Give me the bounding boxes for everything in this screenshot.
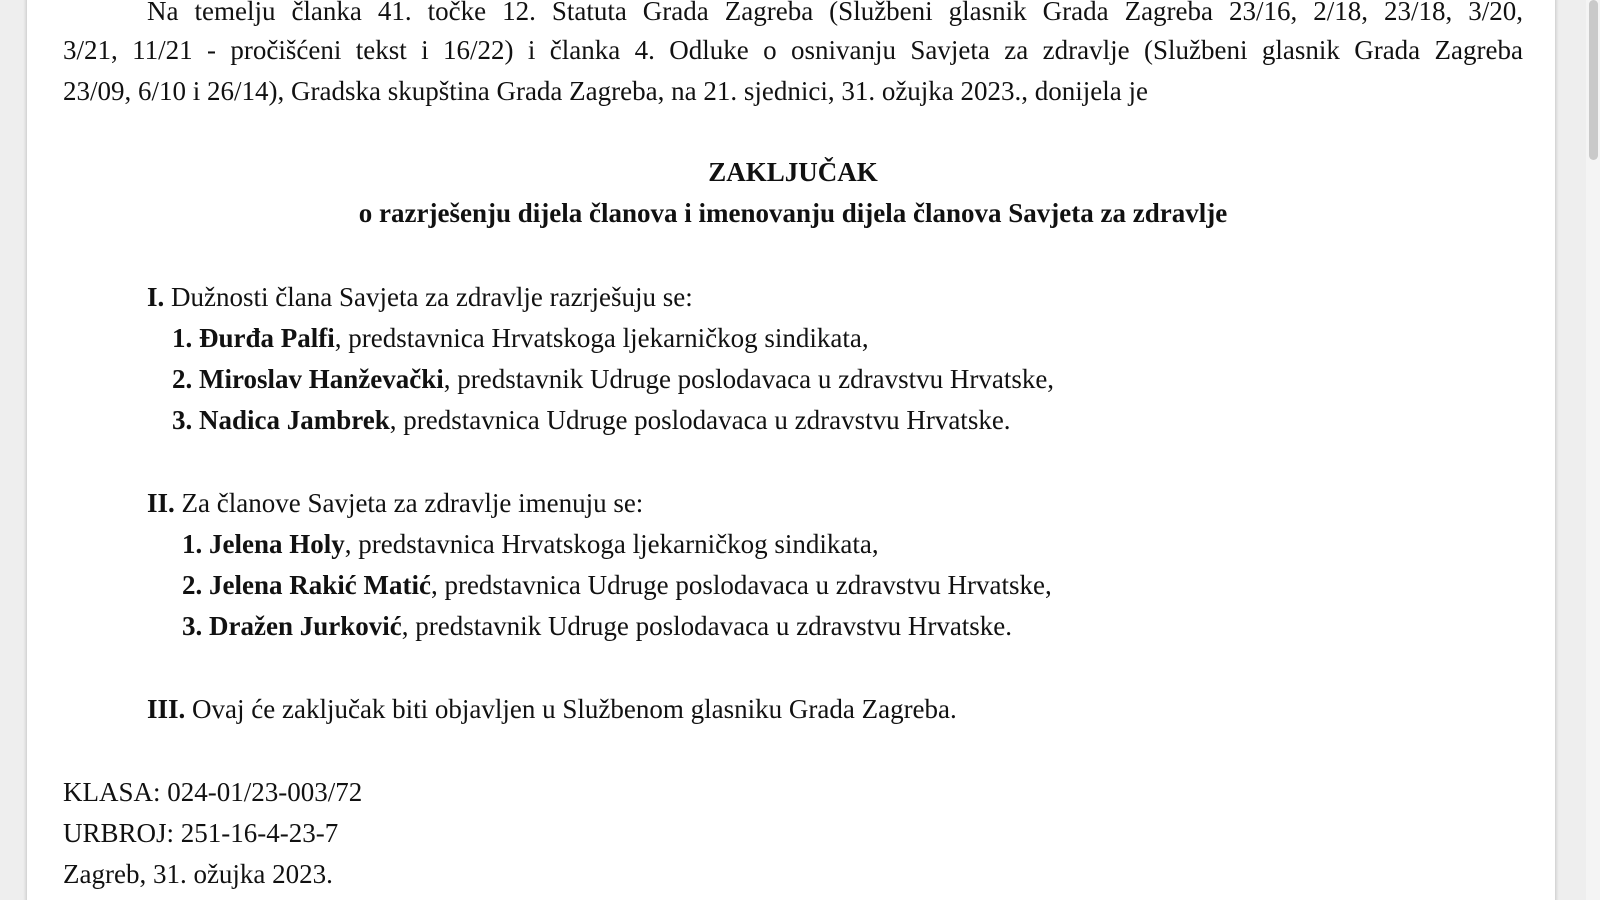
person-name: Đurđa Palfi	[199, 323, 335, 353]
item-number: 1.	[182, 529, 203, 559]
item-number: 3.	[182, 611, 203, 641]
section-3	[147, 693, 957, 725]
urbroj-line: URBROJ: 251-16-4-23-7	[63, 818, 339, 848]
person-description: , predstavnica Udruge poslodavaca u zdravstvu Hrvatske,	[430, 570, 1052, 600]
section-1-item	[172, 404, 1011, 436]
section-2-heading-text: Za članove Savjeta za zdravlje imenuju se:	[174, 488, 644, 518]
document-subtitle: o razrješenju dijela članova i imenovanju dijela članova Savjeta za zdravlje	[358, 198, 1228, 228]
person-name: Jelena Rakić Matić	[209, 570, 431, 600]
klasa-line: KLASA: 024-01/23-003/72	[63, 777, 363, 807]
person-description: , predstavnica Hrvatskoga ljekarničkog sindikata,	[334, 323, 869, 353]
section-2-item	[182, 528, 879, 560]
preamble-line-1: Na temelju članka 41. točke 12. Statuta Grada Zagreba (Službeni glasnik Grada Zagreba 23/16, 2/18, 23/18, 3/20,	[147, 0, 1523, 26]
section-2-item	[182, 569, 1052, 601]
section-1-heading	[147, 281, 693, 313]
person-description: , predstavnica Udruge poslodavaca u zdravstvu Hrvatske.	[389, 405, 1011, 435]
person-name: Dražen Jurković	[209, 611, 402, 641]
section-1-item	[172, 363, 1054, 395]
person-name: Nadica Jambrek	[199, 405, 390, 435]
section-1-item	[172, 322, 869, 354]
person-description: , predstavnik Udruge poslodavaca u zdravstvu Hrvatske.	[401, 611, 1013, 641]
person-name: Jelena Holy	[209, 529, 345, 559]
section-2-item	[182, 610, 1012, 642]
section-2-numeral: II.	[147, 488, 175, 518]
document-title: ZAKLJUČAK	[708, 157, 878, 187]
item-number: 2.	[182, 570, 203, 600]
place-date-line: Zagreb, 31. ožujka 2023.	[63, 859, 333, 889]
vertical-scrollbar[interactable]	[1586, 0, 1600, 900]
person-name: Miroslav Hanževački	[199, 364, 444, 394]
preamble-line-3: 23/09, 6/10 i 26/14), Gradska skupština Grada Zagreba, na 21. sjednici, 31. ožujka 2023., donijela je	[63, 76, 1148, 106]
section-3-numeral: III.	[147, 694, 186, 724]
section-2-heading	[147, 487, 643, 519]
person-description: , predstavnik Udruge poslodavaca u zdravstvu Hrvatske,	[443, 364, 1055, 394]
section-3-text: Ovaj će zaključak biti objavljen u Službenom glasniku Grada Zagreba.	[185, 694, 957, 724]
item-number: 1.	[172, 323, 193, 353]
item-number: 3.	[172, 405, 193, 435]
preamble-line-2: 3/21, 11/21 - pročišćeni tekst i 16/22) i članka 4. Odluke o osnivanju Savjeta za zdravlje (Službeni glasnik Grada Zagreba	[63, 35, 1523, 65]
scrollbar-thumb[interactable]	[1589, 0, 1598, 160]
item-number: 2.	[172, 364, 193, 394]
section-1-heading-text: Dužnosti člana Savjeta za zdravlje razrješuju se:	[164, 282, 693, 312]
person-description: , predstavnica Hrvatskoga ljekarničkog sindikata,	[344, 529, 879, 559]
section-1-numeral: I.	[147, 282, 165, 312]
document-page	[27, 0, 1555, 900]
